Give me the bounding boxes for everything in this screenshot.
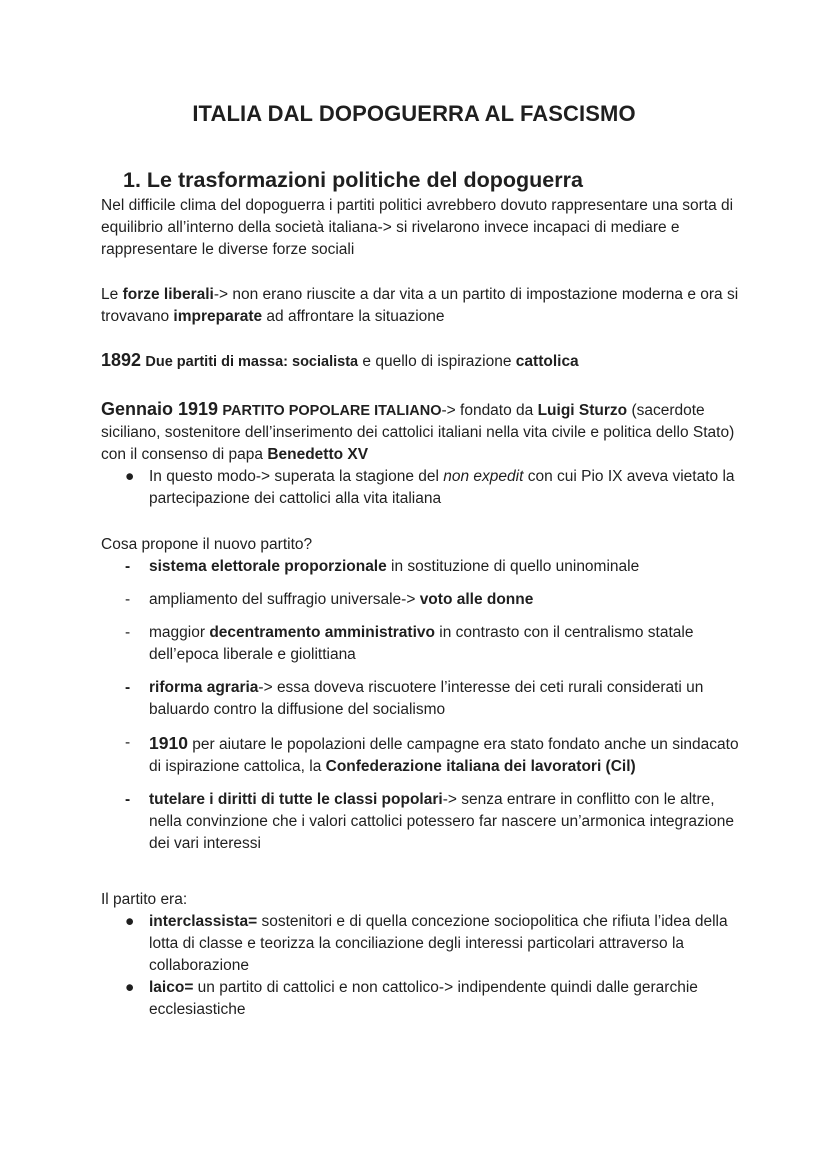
paragraph-1892 <box>101 349 741 373</box>
bold-text: tutelare i diritti di tutte le classi popolari <box>149 791 443 808</box>
bold-text: voto alle donne <box>419 591 534 608</box>
list-item <box>101 466 741 510</box>
dash-list <box>101 556 741 855</box>
intro-text: Nel difficile clima del dopoguerra i partiti politici avrebbero dovuto rappresentare una sorta di equilibrio all’interno della società italiana-> si rivelarono invece incapaci di mediare e rappresentare le diverse forze sociali <box>101 197 734 258</box>
text: per aiutare le popolazioni delle campagne era stato fondato anche un sindacato di ispirazione cattolica, la <box>149 736 739 775</box>
text: ampliamento del suffragio universale-> <box>149 591 420 608</box>
list-item <box>101 789 741 855</box>
bold-text: Due partiti di massa: socialista <box>145 354 359 370</box>
list-item <box>101 589 741 611</box>
list-item <box>101 622 741 666</box>
bullet-list <box>101 466 741 510</box>
propone-section <box>101 534 741 855</box>
page-title: ITALIA DAL DOPOGUERRA AL FASCISMO <box>192 101 636 126</box>
dash-marker: - <box>125 558 131 575</box>
year-label: 1892 <box>101 350 142 370</box>
dash-marker: - <box>125 791 131 808</box>
list-item <box>101 677 741 721</box>
text: Le <box>101 286 123 303</box>
question-text: Cosa propone il nuovo partito? <box>101 536 313 553</box>
partito-intro: Il partito era: <box>101 891 188 908</box>
text: ad affrontare la situazione <box>262 308 445 325</box>
bullet-marker: ● <box>125 913 135 930</box>
text: un partito di cattolici e non cattolico-> indipendente quindi dalle gerarchie ecclesiastiche <box>149 979 698 1018</box>
bold-text: decentramento amministrativo <box>209 624 435 641</box>
section-heading: 1. Le trasformazioni politiche del dopoguerra <box>123 168 583 192</box>
bold-text: Confederazione italiana dei lavoratori (Cil) <box>325 758 636 775</box>
list-item <box>101 911 741 977</box>
text: sostenitori e di quella concezione sociopolitica che rifiuta l’idea della lotta di classe e teorizza la conciliazione degli interessi particolari attraverso la collaborazione <box>149 913 728 974</box>
text: -> non erano riuscite a dar vita a un partito di impostazione moderna e ora si trovavano <box>101 286 739 325</box>
intro-paragraph <box>101 195 741 261</box>
dash-marker: - <box>125 591 131 608</box>
bullet-marker: ● <box>125 979 135 996</box>
bullet-list <box>101 911 741 1021</box>
dash-marker: - <box>125 734 131 751</box>
dash-marker: - <box>125 679 131 696</box>
text: e quello di ispirazione <box>358 353 516 370</box>
liberali-paragraph <box>101 284 741 328</box>
bold-text: interclassista= <box>149 913 258 930</box>
italic-text: non expedit <box>443 468 524 485</box>
bold-text: laico= <box>149 979 194 996</box>
paragraph-1919 <box>101 398 741 510</box>
text: in sostituzione di quello uninominale <box>386 558 640 575</box>
text: maggior <box>149 624 210 641</box>
year-label: 1910 <box>149 733 188 753</box>
bold-text: forze liberali <box>122 286 214 303</box>
list-item <box>101 556 741 578</box>
list-item <box>101 977 741 1021</box>
bullet-marker: ● <box>125 468 135 485</box>
bold-text: sistema elettorale proporzionale <box>149 558 387 575</box>
text: con cui Pio IX aveva vietato la partecipazione dei cattolici alla vita italiana <box>149 468 735 507</box>
dash-marker: - <box>125 624 131 641</box>
bold-text: riforma agraria <box>149 679 259 696</box>
bold-text: PARTITO POPOLARE ITALIANO <box>222 403 442 419</box>
text: (sacerdote siciliano, sostenitore dell’inserimento dei cattolici italiani nella vita civile e politica dello Stato) con il consenso di papa <box>101 402 735 463</box>
partito-section <box>101 889 741 1021</box>
text: -> senza entrare in conflitto con le altre, nella convinzione che i valori cattolici potessero far nascere un’armonica integrazione dei vari interessi <box>149 791 735 852</box>
text: In questo modo-> superata la stagione del <box>149 468 444 485</box>
bold-text: Luigi Sturzo <box>537 402 628 419</box>
text: -> fondato da <box>441 402 538 419</box>
bold-text: impreparate <box>173 308 263 325</box>
date-label: Gennaio 1919 <box>101 399 219 419</box>
text: in contrasto con il centralismo statale dell’epoca liberale e giolittiana <box>149 624 694 663</box>
text: -> essa doveva riscuotere l’interesse dei ceti rurali considerati un baluardo contro la diffusione del socialismo <box>149 679 704 718</box>
bold-text: Benedetto XV <box>267 446 369 463</box>
bold-text: cattolica <box>515 353 579 370</box>
list-item <box>101 732 741 778</box>
